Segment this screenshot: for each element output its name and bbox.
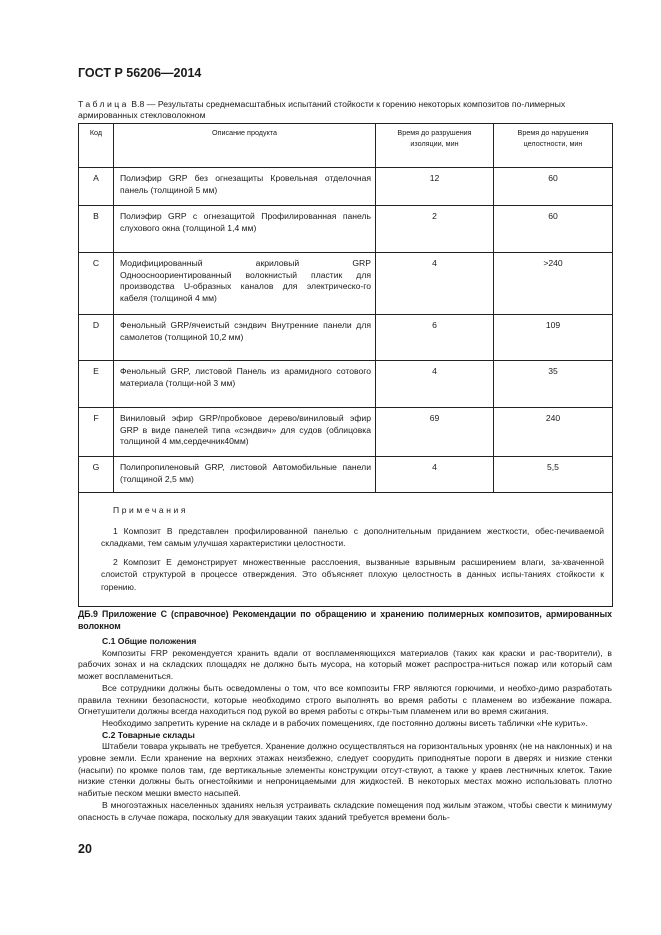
cell-description: Полипропиленовый GRP, листовой Автомобильные панели (толщиной 2,5 мм) <box>114 457 376 493</box>
cell-description: Модифицированный акриловый GRP Одноосноориентированный волокнистый пластик для производства U-образных каналов для электрическо-го кабеля (толщиной 4 мм) <box>114 253 376 315</box>
column-header: Описание продукта <box>114 124 376 168</box>
table-header-row <box>79 124 613 168</box>
column-header: Код <box>79 124 114 168</box>
cell-description: Фенольный GRP/ячеистый сэндвич Внутренние панели для самолетов (толщиной 10,2 мм) <box>114 315 376 361</box>
table-row <box>79 315 613 361</box>
cell-insulation-time: 4 <box>376 457 494 493</box>
cell-insulation-time: 4 <box>376 253 494 315</box>
cell-code: D <box>79 315 114 361</box>
table-caption-label: Таблица <box>78 99 129 109</box>
subsection-heading: С.1 Общие положения <box>102 636 197 646</box>
cell-insulation-time: 2 <box>376 206 494 253</box>
results-table <box>78 123 613 607</box>
notes-title: Примечания <box>113 505 189 515</box>
cell-description: Полиэфир GRP с огнезащитой Профилированная панель слухового окна (толщиной 1,4 мм) <box>114 206 376 253</box>
paragraph: Все сотрудники должны быть осведомлены о том, что все композиты FRP являются горючими, и необхо-димо разработать правила техники безопасности, которые необходимо строго выполнять во время работы с пламенем во избежание пожара. Огнетушители должны всегда находиться под рукой во время работы с откры-тым пламенем или во время сжигания. <box>78 682 612 717</box>
subsection-heading: С.2 Товарные склады <box>102 729 195 740</box>
note-item: 2 Композит E демонстрирует множественные расслоения, вызванные взрывным расширением влаги, за-хваченной слоистой структурой в процессе отверждения. Это объясняет плохую целостность в данных испы-таниях стойкости к горению. <box>101 556 604 592</box>
cell-code: F <box>79 408 114 457</box>
table-row <box>79 168 613 206</box>
cell-insulation-time: 69 <box>376 408 494 457</box>
table-row <box>79 253 613 315</box>
table-row <box>79 457 613 493</box>
table-row <box>79 361 613 408</box>
cell-description: Фенольный GRP, листовой Панель из арамидного сотового материала (толщи-ной 3 мм) <box>114 361 376 408</box>
cell-integrity-time: 109 <box>494 315 613 361</box>
table-row <box>79 206 613 253</box>
paragraph: В многоэтажных населенных зданиях нельзя устраивать складские помещения под жилым этажом, чтобы свести к минимуму опасность в случае пожара, поскольку для эвакуации таких зданий требуется времени боль- <box>78 799 612 822</box>
table-caption-text: В.8 — Результаты среднемасштабных испытаний стойкости к горению некоторых композитов по-лимерных армированных стекловолокном <box>78 99 566 120</box>
cell-integrity-time: 5,5 <box>494 457 613 493</box>
table-notes-row <box>79 493 613 607</box>
cell-code: B <box>79 206 114 253</box>
appendix-section <box>78 609 612 823</box>
paragraph: Композиты FRP рекомендуется хранить вдали от воспламеняющихся материалов (таких как краски и рас-творители), в рабочих зонах и на складских площадях не должно быть мусора, на который может распростра-ниться пожар или который сам может воспламениться. <box>78 647 612 682</box>
table-caption <box>78 99 612 121</box>
column-header: Время до нарушения целостности, мин <box>494 124 613 168</box>
cell-integrity-time: 35 <box>494 361 613 408</box>
cell-insulation-time: 6 <box>376 315 494 361</box>
cell-description: Виниловый эфир GRP/пробковое дерево/виниловый эфир GRP в виде панелей типа «сэндвич» для судов (облицовка толщиной 4 мм,сердечник40мм) <box>114 408 376 457</box>
cell-integrity-time: >240 <box>494 253 613 315</box>
cell-integrity-time: 240 <box>494 408 613 457</box>
cell-code: E <box>79 361 114 408</box>
note-item: 1 Композит B представлен профилированной панелью с дополнительным приданием жесткости, обес-печиваемой складками, тем самым улучшая характеристики целостности. <box>101 525 604 549</box>
table-notes <box>79 493 613 607</box>
document-header: ГОСТ Р 56206—2014 <box>78 66 202 80</box>
page-number: 20 <box>78 842 92 856</box>
section-heading: ДБ.9 Приложение С (справочное) Рекомендации по обращению и хранению полимерных композитов, армированных волокном <box>78 609 612 631</box>
cell-integrity-time: 60 <box>494 168 613 206</box>
paragraph: Необходимо запретить курение на складе и в рабочих помещениях, где постоянно должны висеть таблички «Не курить». <box>102 717 588 728</box>
table-row <box>79 408 613 457</box>
column-header: Время до разрушения изоляции, мин <box>376 124 494 168</box>
cell-insulation-time: 4 <box>376 361 494 408</box>
paragraph: Штабели товара укрывать не требуется. Хранение должно осуществляться на горизонтальных уровнях (не на наклонных) и на уровне земли. Если хранение на верхних этажах неизбежно, следует соорудить приподнятые пороги в дверях и низкие стенки (насыпи) по кромке полов там, где вертикальные элементы конструкции отсут-ствуют, а также у краев лестничных клеток. Такие низкие стенки должны быть огнестойкими и непроницаемыми для жидкостей. В некоторых местах можно использовать плотно набитые песком мешки вместо насыпей. <box>78 741 612 799</box>
cell-description: Полиэфир GRP без огнезащиты Кровельная отделочная панель (толщиной 5 мм) <box>114 168 376 206</box>
cell-code: A <box>79 168 114 206</box>
cell-insulation-time: 12 <box>376 168 494 206</box>
cell-integrity-time: 60 <box>494 206 613 253</box>
cell-code: C <box>79 253 114 315</box>
cell-code: G <box>79 457 114 493</box>
